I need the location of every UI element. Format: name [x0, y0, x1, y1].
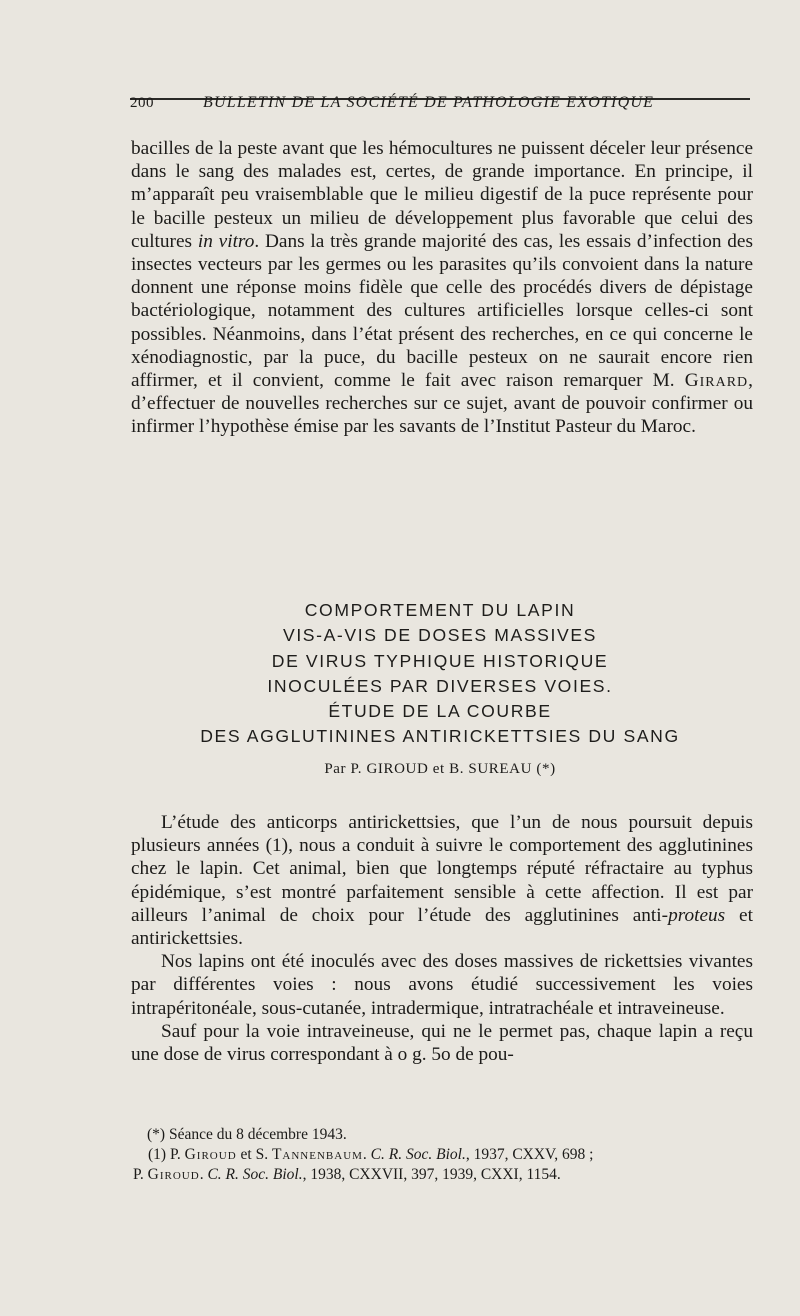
paragraph: Sauf pour la voie intraveineuse, qui ne le permet pas, chaque lapin a reçu une dose de virus correspondant à o g. 5o de pou-: [131, 1020, 753, 1066]
previous-article-conclusion: [131, 137, 753, 439]
title-line: ÉTUDE DE LA COURBE: [328, 701, 552, 722]
author-name: Giroud: [147, 1166, 200, 1183]
title-line: INOCULÉES PAR DIVERSES VOIES.: [267, 675, 613, 696]
paragraph: bacilles de la peste avant que les hémocultures ne puissent déceler leur présence dans le sang des malades est, certes, de grande importance. En principe, il m’apparaît peu vraisemblable que le milieu digestif de la puce représente pour le bacille pesteux un milieu de développement plus favorable que celui des cultures in vitro. Dans la très grande majorité des cas, les essais d’infection des insectes vecteurs par les germes ou les parasites qu’ils convoient dans la nature donnent une réponse moins fidèle que celle des procédés divers de dépistage bactériologique, notamment des cultures artificielles lorsque celles-ci sont possibles. Néanmoins, dans l’état présent des recherches, en ce qui concerne le xénodiagnostic, par la puce, du bacille pesteux on ne saurait encore rien affirmer, et il convient, comme le fait avec raison remarquer M. Girard, d’effectuer de nouvelles recherches sur ce sujet, avant de pouvoir confirmer ou infirmer l’hypothèse émise par les savants de l’Institut Pasteur du Maroc.: [131, 138, 753, 438]
author-name: Girard: [684, 370, 749, 392]
running-head: [130, 93, 750, 111]
author-name: Giroud: [184, 1146, 237, 1163]
page-number: 200: [130, 95, 154, 111]
footnote: P. Giroud. C. R. Soc. Biol., 1938, CXXVII, 397, 1939, CXXI, 1154.: [133, 1166, 561, 1183]
title-line: DE VIRUS TYPHIQUE HISTORIQUE: [271, 650, 609, 671]
paragraph: Nos lapins ont été inoculés avec des doses massives de rickettsies vivantes par différentes voies : nous avons étudié successivement les voies intrapéritonéale, sous-cutanée, intradermique, intratrachéale et intraveineuse.: [131, 951, 753, 1019]
author-name: Tannenbaum: [271, 1146, 363, 1163]
title-line: VIS-A-VIS DE DOSES MASSIVES: [282, 625, 598, 646]
byline: Par P. GIROUD et B. SUREAU (*): [324, 761, 556, 777]
article-title: [130, 598, 750, 750]
journal-abbrev: C. R. Soc. Biol.: [207, 1166, 303, 1183]
italic-term: proteus: [668, 904, 726, 926]
footnote: (1) P. Giroud et S. Tannenbaum. C. R. Soc. Biol., 1937, CXXV, 698 ;: [148, 1146, 594, 1163]
title-line: COMPORTEMENT DU LAPIN: [304, 600, 576, 620]
footnotes: [133, 1125, 753, 1185]
title-line: DES AGGLUTININES ANTIRICKETTSIES DU SANG: [200, 726, 680, 747]
journal-title: BULLETIN DE LA SOCIÉTÉ DE PATHOLOGIE EXOTIQUE: [203, 94, 655, 111]
journal-abbrev: C. R. Soc. Biol.: [370, 1146, 466, 1163]
paragraph: L’étude des anticorps antirickettsies, que l’un de nous poursuit depuis plusieurs années (1), nous a conduit à suivre le comportement des agglutinines chez le lapin. Cet animal, bien que longtemps réputé réfractaire au typhus épidémique, s’est montré parfaitement sensible à cette affection. Il est par ailleurs l’animal de choix pour l’étude des agglutinines anti-proteus et antirickettsies.: [131, 812, 753, 950]
italic-term: in vitro: [197, 230, 255, 252]
footnote: (*) Séance du 8 décembre 1943.: [147, 1126, 347, 1143]
article-body: [131, 811, 753, 1066]
